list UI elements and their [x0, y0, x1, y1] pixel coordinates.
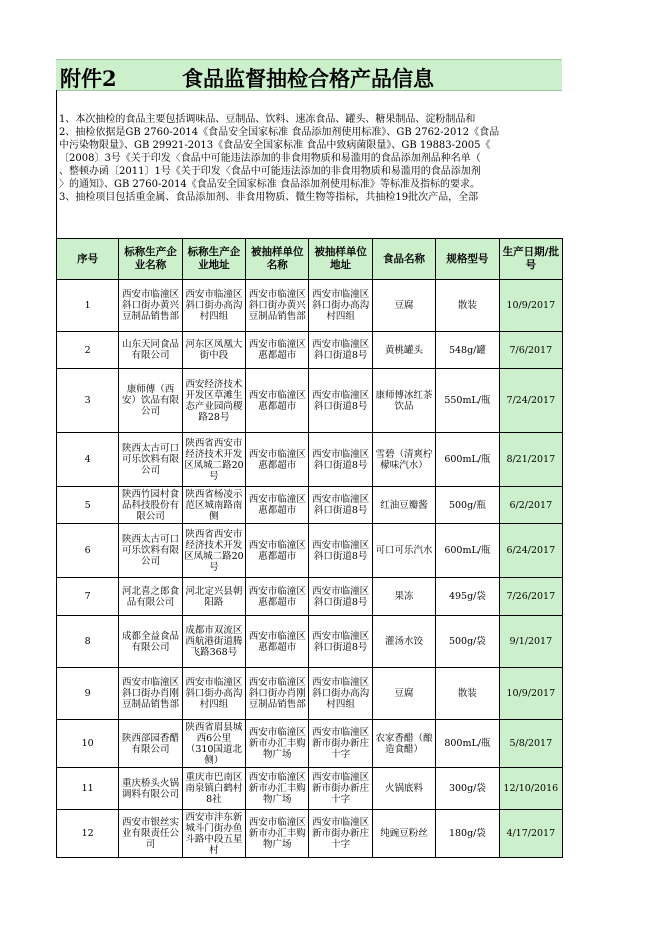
cell-sampled-unit: 西安市临潼区惠都超市 — [246, 332, 309, 369]
cell-sampled-address: 西安市临潼区斜口街办高沟村四组 — [309, 280, 372, 332]
cell-sampled-address: 西安市临潼区新市街办新庄十字 — [309, 768, 372, 810]
cell-date: 9/1/2017 — [499, 616, 562, 668]
product-table — [56, 238, 563, 858]
cell-date: 10/9/2017 — [499, 668, 562, 720]
cell-date: 4/17/2017 — [499, 810, 562, 858]
cell-sampled-unit: 西安市临潼区新市办汇丰购物广场 — [246, 768, 309, 810]
header-sampled-address: 被抽样单位地址 — [309, 239, 372, 280]
cell-seq: 8 — [57, 616, 119, 668]
cell-manufacturer-address: 陕西省杨凌示范区城南路南侧 — [182, 487, 245, 524]
cell-date: 6/2/2017 — [499, 487, 562, 524]
cell-food-name: 农家香醋（酿造食醋） — [372, 720, 435, 768]
header-row — [57, 239, 563, 280]
cell-sampled-unit: 西安市临潼区斜口街办肖刚豆制品销售部 — [246, 668, 309, 720]
cell-manufacturer-address: 重庆市巴南区南泉镇白鹤村8社 — [182, 768, 245, 810]
cell-manufacturer-address: 陕西省眉县城西6公里（310国道北侧） — [182, 720, 245, 768]
cell-sampled-unit: 西安市临潼区惠都超市 — [246, 524, 309, 578]
cell-seq: 10 — [57, 720, 119, 768]
cell-spec: 548g/罐 — [436, 332, 499, 369]
cell-food-name: 果冻 — [372, 578, 435, 616]
attachment-label: 附件2 — [60, 66, 117, 91]
cell-food-name: 可口可乐汽水 — [372, 524, 435, 578]
cell-sampled-address: 西安市临潼区斜口街道8号 — [309, 616, 372, 668]
cell-manufacturer: 陕西竹园村食品科技股份有限公司 — [119, 487, 182, 524]
header-food-name: 食品名称 — [372, 239, 435, 280]
cell-sampled-unit: 西安市临潼区新市办汇丰购物广场 — [246, 720, 309, 768]
cell-spec: 300g/袋 — [436, 768, 499, 810]
cell-food-name: 豆腐 — [372, 280, 435, 332]
cell-seq: 4 — [57, 433, 119, 487]
cell-seq: 6 — [57, 524, 119, 578]
cell-date: 6/24/2017 — [499, 524, 562, 578]
cell-sampled-unit: 西安市临潼区惠都超市 — [246, 616, 309, 668]
cell-seq: 9 — [57, 668, 119, 720]
cell-date: 7/24/2017 — [499, 369, 562, 433]
cell-spec: 800mL/瓶 — [436, 720, 499, 768]
table-row — [57, 332, 563, 369]
cell-seq: 11 — [57, 768, 119, 810]
cell-sampled-address: 西安市临潼区新市街办新庄十字 — [309, 720, 372, 768]
cell-date: 8/21/2017 — [499, 433, 562, 487]
cell-sampled-address: 西安市临潼区斜口街道8号 — [309, 433, 372, 487]
note-line: 〉的通知》、GB 2760-2014《食品安全国家标准 食品添加剂使用标准》等标准及指标的要求。 — [59, 179, 480, 190]
cell-manufacturer-address: 西安市沣东新城斗门街办鱼斗路中段五星村 — [182, 810, 245, 858]
header-date: 生产日期/批号 — [499, 239, 562, 280]
cell-manufacturer: 山东天同食品有限公司 — [119, 332, 182, 369]
cell-spec: 600mL/瓶 — [436, 433, 499, 487]
header-spec: 规格型号 — [436, 239, 499, 280]
cell-food-name: 纯豌豆粉丝 — [372, 810, 435, 858]
table-row — [57, 668, 563, 720]
cell-food-name: 雪碧（清爽柠檬味汽水） — [372, 433, 435, 487]
cell-food-name: 豆腐 — [372, 668, 435, 720]
cell-food-name: 康师傅冰红茶饮品 — [372, 369, 435, 433]
cell-spec: 550mL/瓶 — [436, 369, 499, 433]
notes-block — [56, 90, 563, 238]
cell-manufacturer-address: 河北定兴县朝阳路 — [182, 578, 245, 616]
cell-manufacturer-address: 西安市临潼区斜口街办高沟村四组 — [182, 280, 245, 332]
cell-manufacturer-address: 成都市双流区西航港街道腾飞路368号 — [182, 616, 245, 668]
cell-manufacturer-address: 河东区凤凰大街中段 — [182, 332, 245, 369]
cell-food-name: 黄桃罐头 — [372, 332, 435, 369]
cell-spec: 180g/袋 — [436, 810, 499, 858]
table-row — [57, 810, 563, 858]
cell-manufacturer: 陕西太古可口可乐饮料有限公司 — [119, 524, 182, 578]
cell-seq: 5 — [57, 487, 119, 524]
cell-sampled-address: 西安市临潼区新市街办新庄十字 — [309, 810, 372, 858]
table-row — [57, 433, 563, 487]
cell-sampled-unit: 西安市临潼区惠都超市 — [246, 369, 309, 433]
cell-manufacturer: 西安市临潼区斜口街办黄兴豆制品销售部 — [119, 280, 182, 332]
cell-food-name: 红油豆瓣酱 — [372, 487, 435, 524]
note-line: 1、本次抽检的食品主要包括调味品、豆制品、饮料、速冻食品、罐头、糖果制品、淀粉制品和 — [59, 114, 476, 125]
table-row — [57, 578, 563, 616]
title-bar — [56, 59, 562, 91]
cell-spec: 散装 — [436, 280, 499, 332]
cell-manufacturer: 陕西郃园香醋有限公司 — [119, 720, 182, 768]
cell-manufacturer-address: 西安经济技术开发区草滩生态产业园尚稷路28号 — [182, 369, 245, 433]
cell-sampled-unit: 西安市临潼区斜口街办黄兴豆制品销售部 — [246, 280, 309, 332]
cell-sampled-address: 西安市临潼区斜口街道8号 — [309, 578, 372, 616]
note-line: 3、抽检项目包括重金属、食品添加剂、非食用物质、微生物等指标，共抽检19批次产品，全部 — [59, 192, 479, 203]
table-row — [57, 616, 563, 668]
cell-spec: 散装 — [436, 668, 499, 720]
cell-seq: 1 — [57, 280, 119, 332]
cell-manufacturer-address: 陕西省西安市经济技术开发区凤城二路20号 — [182, 524, 245, 578]
note-line: 中污染物限量》、GB 29921-2013《食品安全国家标准 食品中致病菌限量》、GB 19883-2005《 — [59, 140, 491, 151]
note-line: 、整顿办函〔2011〕1号《关于印发〈食品中可能违法添加的非食用物质和易滥用的食品添加剂 — [59, 166, 481, 177]
cell-sampled-unit: 西安市临潼区新市办汇丰购物广场 — [246, 810, 309, 858]
cell-date: 10/9/2017 — [499, 280, 562, 332]
cell-manufacturer: 重庆桥头火锅调料有限公司 — [119, 768, 182, 810]
table-row — [57, 369, 563, 433]
header-sampled-unit: 被抽样单位名称 — [246, 239, 309, 280]
cell-manufacturer: 陕西太古可口可乐饮料有限公司 — [119, 433, 182, 487]
cell-food-name: 灌汤水饺 — [372, 616, 435, 668]
note-line: 2、抽检依据是GB 2760-2014《食品安全国家标准 食品添加剂使用标准》、GB 2762-2012《食品 — [59, 127, 500, 138]
cell-sampled-unit: 西安市临潼区惠都超市 — [246, 433, 309, 487]
cell-spec: 500g/袋 — [436, 616, 499, 668]
cell-manufacturer: 西安市银丝实业有限责任公司 — [119, 810, 182, 858]
cell-spec: 495g/袋 — [436, 578, 499, 616]
note-line: 〔2008〕3号《关于印发〈食品中可能违法添加的非食用物质和易滥用的食品添加剂品种名单（ — [59, 153, 481, 164]
cell-seq: 7 — [57, 578, 119, 616]
cell-spec: 600mL/瓶 — [436, 524, 499, 578]
table-row — [57, 720, 563, 768]
cell-date: 7/26/2017 — [499, 578, 562, 616]
cell-date: 5/8/2017 — [499, 720, 562, 768]
cell-manufacturer-address: 西安市临潼区斜口街办高沟村四组 — [182, 668, 245, 720]
cell-manufacturer-address: 陕西省西安市经济技术开发区凤城二路20号 — [182, 433, 245, 487]
table-row — [57, 768, 563, 810]
cell-spec: 500g/瓶 — [436, 487, 499, 524]
page-title: 食品监督抽检合格产品信息 — [182, 66, 434, 91]
cell-date: 7/6/2017 — [499, 332, 562, 369]
cell-seq: 3 — [57, 369, 119, 433]
cell-date: 12/10/2016 — [499, 768, 562, 810]
cell-sampled-address: 西安市临潼区斜口街办高沟村四组 — [309, 668, 372, 720]
cell-sampled-address: 西安市临潼区斜口街道8号 — [309, 332, 372, 369]
cell-manufacturer: 成都全益食品有限公司 — [119, 616, 182, 668]
cell-manufacturer: 西安市临潼区斜口街办肖刚豆制品销售部 — [119, 668, 182, 720]
table-row — [57, 487, 563, 524]
cell-sampled-unit: 西安市临潼区惠都超市 — [246, 578, 309, 616]
header-seq: 序号 — [57, 239, 119, 280]
cell-seq: 12 — [57, 810, 119, 858]
header-manufacturer-address: 标称生产企业地址 — [182, 239, 245, 280]
cell-food-name: 火锅底料 — [372, 768, 435, 810]
table-row — [57, 524, 563, 578]
cell-manufacturer: 河北喜之郎食品有限公司 — [119, 578, 182, 616]
cell-sampled-address: 西安市临潼区斜口街道8号 — [309, 524, 372, 578]
table-row — [57, 280, 563, 332]
header-manufacturer: 标称生产企业名称 — [119, 239, 182, 280]
cell-sampled-unit: 西安市临潼区惠都超市 — [246, 487, 309, 524]
cell-seq: 2 — [57, 332, 119, 369]
cell-manufacturer: 康师傅（西安）饮品有限公司 — [119, 369, 182, 433]
cell-sampled-address: 西安市临潼区斜口街道8号 — [309, 487, 372, 524]
cell-sampled-address: 西安市临潼区斜口街道8号 — [309, 369, 372, 433]
